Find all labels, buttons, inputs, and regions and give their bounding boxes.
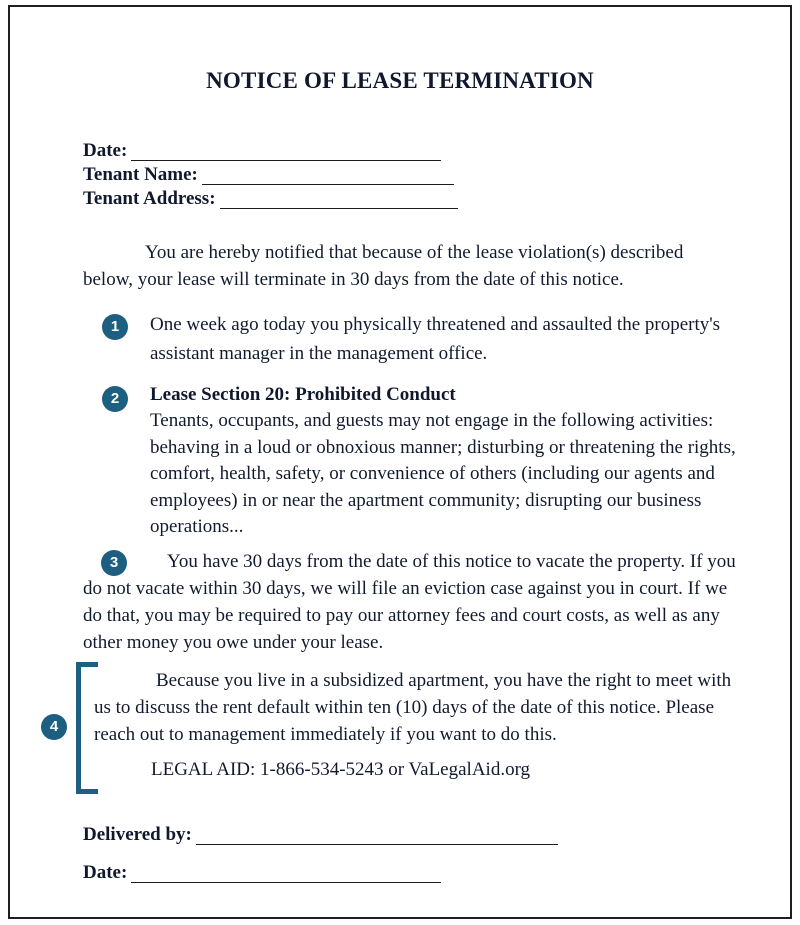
list-item (83, 548, 743, 653)
step-badge-2: 2 (102, 386, 128, 412)
list-item (10, 657, 790, 799)
list-item-text: Tenants, occupants, and guests may not engage in the following activities: behaving in a loud or obnoxious manner; disturbing or threatening the rights, comfort, health, safety, or convenience of others (including our agents and employees) in or near the apartment community; disrupting our business operations... (150, 410, 736, 537)
step-badge-3: 3 (101, 550, 127, 576)
field-label-delivered-by: Delivered by: (83, 824, 192, 845)
list-item-text: One week ago today you physically threatened and assaulted the property's assistant manager in the management office. (150, 314, 721, 364)
step-badge-1: 1 (102, 314, 128, 340)
list-item (10, 382, 790, 537)
field-input-date[interactable] (131, 144, 441, 161)
list-item-text: You have 30 days from the date of this notice to vacate the property. If you do not vacate within 30 days, we will file an eviction case against you in court. If we do that, you may be required to pay our attorney fees and court costs, as well as any other money you owe under your lease. (83, 551, 736, 653)
field-label-tenant-name: Tenant Name: (83, 164, 198, 185)
footer-fields-group (83, 807, 743, 883)
field-input-footer-date[interactable] (131, 866, 441, 883)
field-label-tenant-address: Tenant Address: (83, 188, 216, 209)
list-item-heading: Lease Section 20: Prohibited Conduct (150, 384, 456, 405)
field-input-delivered-by[interactable] (196, 828, 558, 845)
page-title: NOTICE OF LEASE TERMINATION (206, 68, 594, 93)
list-item-text: Because you live in a subsidized apartment, you have the right to meet with us to discuss the rent default within ten (10) days of the date of this notice. Please reach out to management immediately if you want to do this. (94, 670, 732, 745)
field-input-tenant-address[interactable] (220, 192, 458, 209)
list-item (10, 310, 790, 368)
header-fields-group (83, 137, 723, 209)
field-row-footer-date (83, 845, 743, 883)
legal-aid-contact: LEGAL AID: 1-866-534-5243 or VaLegalAid.org (151, 759, 531, 780)
field-label-date: Date: (83, 140, 128, 161)
step-badge-4: 4 (41, 714, 67, 740)
field-row-tenant-address (83, 185, 723, 209)
field-row-date (83, 137, 723, 161)
document-page (8, 5, 792, 919)
field-label-footer-date: Date: (83, 862, 128, 883)
field-input-tenant-name[interactable] (202, 168, 454, 185)
field-row-tenant-name (83, 161, 723, 185)
field-row-delivered-by (83, 807, 743, 845)
intro-paragraph: You are hereby notified that because of the lease violation(s) described below, your lease will terminate in 30 days from the date of this notice. (83, 242, 684, 290)
